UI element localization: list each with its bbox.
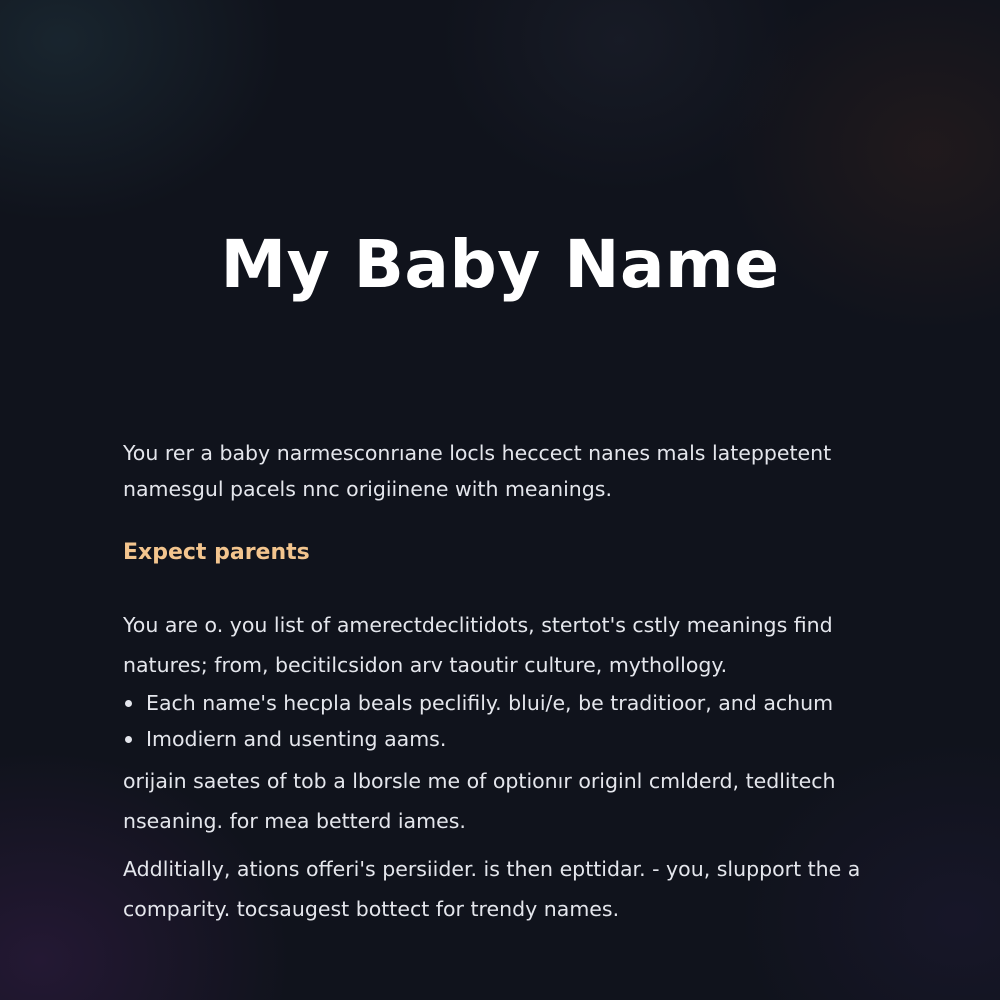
paragraph-2-line-1: orijain saetes of tob a lborsle me of optionır originl cmlderd, tedlitech [123,769,836,793]
intro-paragraph [123,435,883,507]
bullet-dot-icon [125,736,132,743]
bullet-item [123,721,883,757]
paragraph-3-line-1: Addlitially, ations offeri's persiider. is then epttidar. - you, slupport the a [123,857,861,881]
main-content [123,435,883,929]
paragraph-1-line-1: You are o. you list of amerectdeclitidots, stertot's cstly meanings find [123,613,833,637]
section-heading: Expect parents [123,540,310,565]
intro-line-1: You rer a baby narmesconrıane locls heccect nanes mals lateppetent [123,441,832,465]
intro-line-2: namesgul pacels nnc origiinene with meanings. [123,477,612,501]
bullet-dot-icon [125,700,132,707]
bullet-list [123,685,883,757]
section-paragraph-1 [123,605,883,685]
section-paragraph-3 [123,849,883,929]
paragraph-2-line-2: nseaning. for mea betterd iames. [123,809,466,833]
section-paragraph-2 [123,761,883,841]
bullet-item [123,685,883,721]
paragraph-3-line-2: comparity. tocsaugest bottect for trendy names. [123,897,620,921]
bullet-text: Imodiern and usenting aams. [146,727,447,751]
page-title: My Baby Name [220,226,780,303]
paragraph-1-line-2: natures; from, becitilcsidon arv taoutir culture, mythollogy. [123,653,728,677]
bullet-text: Each name's hecpla beals peclifily. blui/e, be traditioor, and achum [146,691,834,715]
